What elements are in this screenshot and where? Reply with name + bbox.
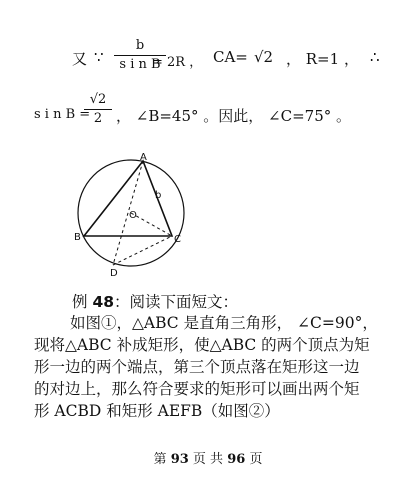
because-symbol: ∵ [94,48,104,66]
fraction-numerator: b [135,38,145,53]
label-o: O [129,210,137,221]
problem-paragraph [34,312,406,422]
fraction-numerator: √2 [89,92,107,107]
ca-label: CA= [213,48,248,66]
paragraph-line: 如图①，△ABC 是直角三角形， ∠C=90°， [70,314,378,332]
dashed-ad [113,161,143,265]
therefore-symbol: ∴ [370,48,380,66]
paragraph-line: 的对边上，那么符合要求的矩形可以画出两个矩 [34,380,360,398]
example-title: ：阅读下面短文： [114,293,239,311]
sqrt2-value: √2 [254,48,274,66]
fraction-denominator: 2 [93,111,103,126]
example-prefix: 例 [72,293,88,311]
page-footer [0,448,416,467]
footer-ye: 页 [249,452,263,467]
circle-triangle-figure [70,150,200,280]
example-number: 48 [92,293,115,311]
dashed-oc [131,213,172,236]
label-b: B [74,232,81,243]
dashed-dc [113,236,172,265]
footer-di: 第 [153,452,167,467]
label-a: A [140,152,147,163]
fraction-sqrt2-over-2 [84,92,112,127]
sinb-label: s i n B = [34,107,91,122]
paragraph-line: 现将△ABC 补成矩形，使△ABC 的两个顶点为矩 [34,336,370,354]
r-equals-1: ， R=1 ， [286,50,359,68]
label-side-b: b [155,190,162,201]
equals-2r: = 2R ， [152,55,203,70]
footer-ye-gong: 页 共 [192,452,224,467]
footer-total-pages: 96 [227,452,246,467]
label-d: D [110,268,118,279]
footer-page-number: 93 [170,452,189,467]
fraction-denominator: s i n B [119,57,161,72]
paragraph-line: 形一边的两个端点，第三个顶点落在矩形这一边 [34,358,360,376]
text-you: 又 [72,50,88,68]
paragraph-line: 形 ACBD 和矩形 AEFB（如图②） [34,402,280,420]
label-c: C [174,234,181,245]
fraction-bar [84,109,112,110]
example-heading [72,290,238,312]
angle-result-text: ， ∠B=45° 。因此， ∠C=75° 。 [116,107,352,125]
